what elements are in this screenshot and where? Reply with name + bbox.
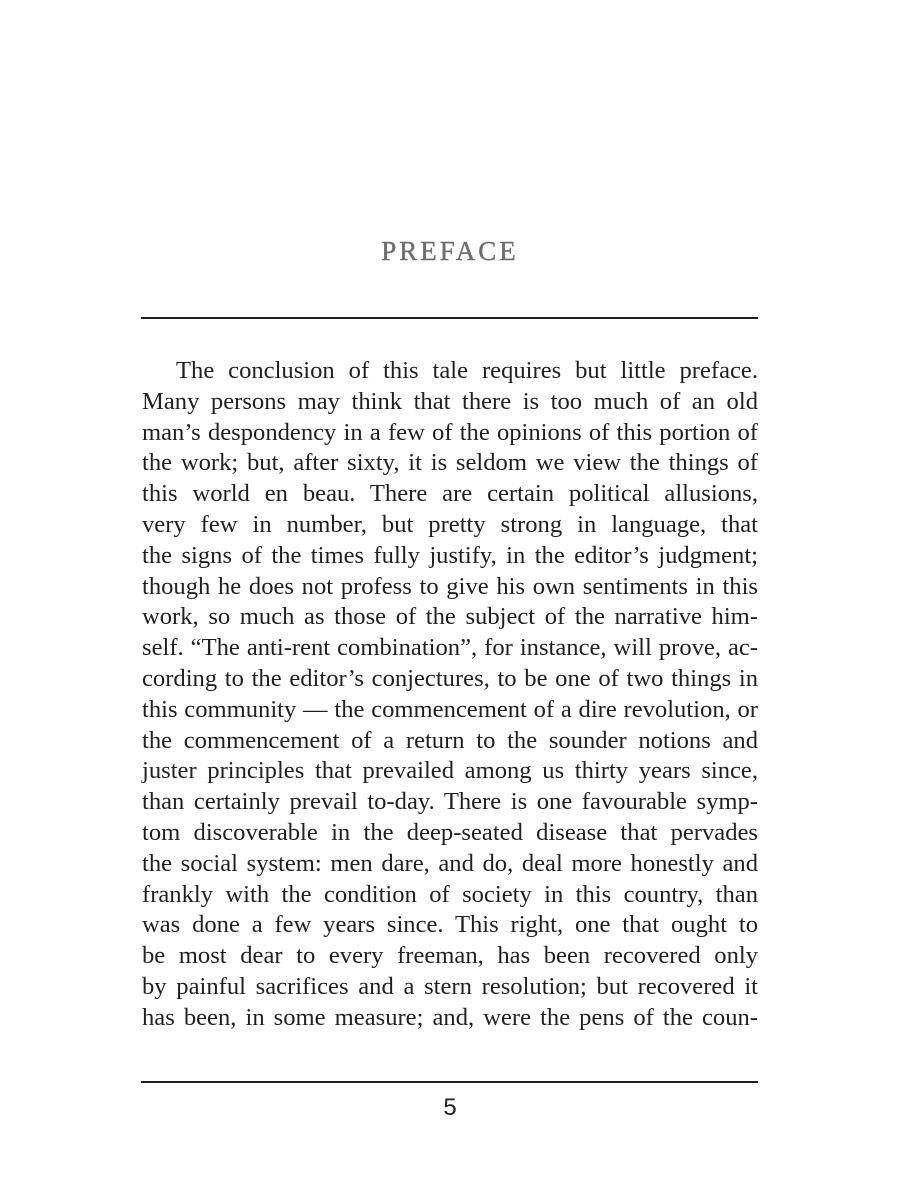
- body-line: frankly with the condition of society in this country, than: [142, 880, 758, 908]
- top-divider: [141, 317, 758, 319]
- body-line: cording to the editor’s conjectures, to be one of two things in: [142, 664, 758, 692]
- body-line: self. “The anti-rent combination”, for instance, will prove, ac-: [142, 634, 758, 662]
- body-line: though he does not profess to give his own sentiments in this: [142, 572, 758, 600]
- body-line: than certainly prevail to-day. There is one favourable symp-: [142, 788, 758, 816]
- body-line: has been, in some measure; and, were the pens of the coun-: [142, 1003, 758, 1031]
- body-line: the work; but, after sixty, it is seldom we view the things of: [142, 449, 758, 477]
- body-line: the social system: men dare, and do, deal more honestly and: [142, 849, 758, 877]
- body-line: this world en beau. There are certain political allusions,: [142, 480, 758, 508]
- body-line: juster principles that prevailed among us thirty years since,: [142, 757, 758, 785]
- page-number: 5: [443, 1094, 457, 1121]
- body-line: work, so much as those of the subject of the narrative him-: [142, 603, 758, 631]
- body-line: Many persons may think that there is too much of an old: [142, 387, 758, 415]
- body-line: this community — the commencement of a dire revolution, or: [142, 695, 758, 723]
- body-line: the signs of the times fully justify, in the editor’s judgment;: [142, 541, 758, 569]
- body-line: very few in number, but pretty strong in language, that: [142, 510, 758, 538]
- preface-body: [142, 356, 758, 1034]
- body-line: was done a few years since. This right, one that ought to: [142, 911, 758, 939]
- body-line: by painful sacrifices and a stern resolution; but recovered it: [142, 972, 758, 1000]
- body-line: The conclusion of this tale requires but little preface.: [176, 357, 758, 384]
- page-title: PREFACE: [381, 236, 519, 266]
- body-line: be most dear to every freeman, has been recovered only: [142, 942, 758, 970]
- body-line: tom discoverable in the deep-seated disease that pervades: [142, 818, 758, 846]
- body-line: the commencement of a return to the sounder notions and: [142, 726, 758, 754]
- bottom-divider: [141, 1081, 758, 1083]
- body-line: man’s despondency in a few of the opinions of this portion of: [142, 418, 758, 446]
